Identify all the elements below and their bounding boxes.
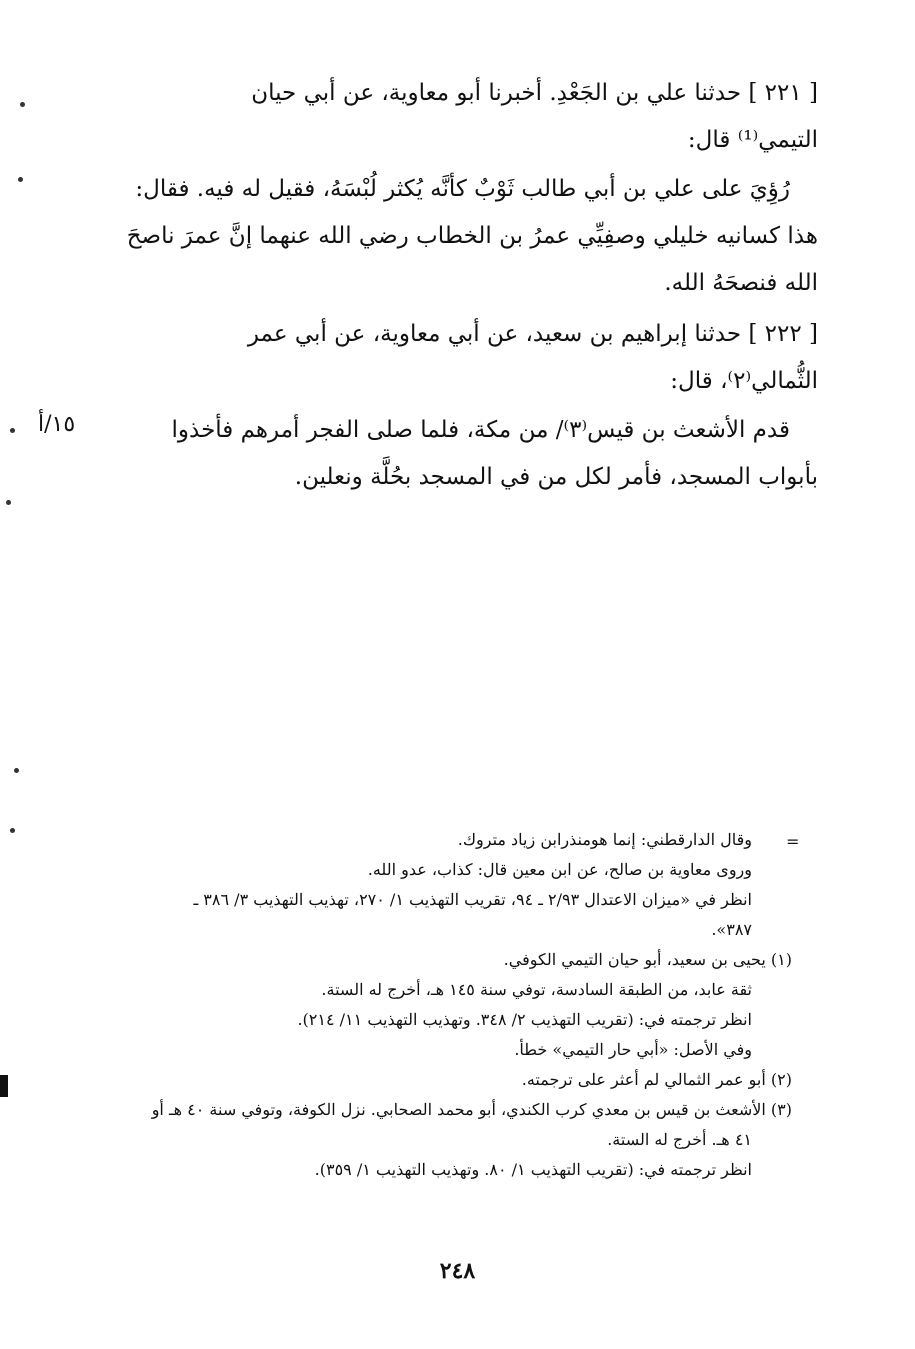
hadith-222 [100,311,818,405]
manuscript-folio-note: ١٥/أ [38,412,76,437]
footnote-3: (٣) الأشعث بن قيس بن معدي كرب الكندي، أبو محمد الصحابي. نزل الكوفة، وتوفي سنة ٤٠ هـ أو [151,1100,792,1119]
hadith-221-text [100,166,818,307]
margin-dot [18,177,23,182]
scan-edge-mark [0,1075,8,1097]
hadith-222-line-2: الثُّمالي⁽٢⁾، قال: [670,368,818,394]
footnote-3-line: ٤١ هـ. أخرج له الستة. [607,1130,752,1149]
footnote-2: (٢) أبو عمر الثمالي لم أعثر على ترجمته. [521,1070,792,1089]
hadith-221-text-line-1: رُؤِيَ على علي بن أبي طالب ثَوْبٌ كأنَّه يُكثر لُبْسَهُ، فقيل له فيه. فقال: [135,176,790,202]
hadith-222-text [100,407,818,501]
footnote-1: (١) يحيى بن سعيد، أبو حيان التيمي الكوفي. [503,950,792,969]
page-number: ٢٤٨ [439,1258,476,1284]
footnote-1-line: وفي الأصل: «أبي حار التيمي» خطأ. [514,1040,752,1059]
hadith-222-text-line-2: بأبواب المسجد، فأمر لكل من في المسجد بحُلَّة ونعلين. [294,464,818,490]
margin-dot [10,428,15,433]
continuation-mark: = [786,832,800,851]
margin-dot [6,500,11,505]
hadith-221-line-1: [ ٢٢١ ] حدثنا علي بن الجَعْدِ. أخبرنا أبو معاوية، عن أبي حيان [251,80,818,106]
footnote-3-line: انظر ترجمته في: (تقريب التهذيب ١/ ٨٠. وتهذيب التهذيب ١/ ٣٥٩). [314,1160,752,1179]
hadith-221-text-line-3: الله فنصحَهُ الله. [664,270,818,296]
footnote-1-line: ثقة عابد، من الطبقة السادسة، توفي سنة ١٤٥ هـ، أخرج له الستة. [321,980,752,999]
footnotes [80,825,792,1185]
footnote-line: وروى معاوية بن صالح، عن ابن معين قال: كذاب، عدو الله. [367,860,752,879]
footnote-1-line: انظر ترجمته في: (تقريب التهذيب ٢/ ٣٤٨. وتهذيب التهذيب ١١/ ٢١٤). [297,1010,752,1029]
footnote-line: انظر في «ميزان الاعتدال ٢/٩٣ ـ ٩٤، تقريب التهذيب ١/ ٢٧٠، تهذيب التهذيب ٣/ ٣٨٦ ـ [193,890,752,909]
hadith-222-line-1: [ ٢٢٢ ] حدثنا إبراهيم بن سعيد، عن أبي معاوية، عن أبي عمر [247,321,818,347]
margin-dot [14,768,19,773]
hadith-221 [100,70,818,164]
hadith-221-text-line-2: هذا كسانيه خليلي وصفِيِّي عمرُ بن الخطاب رضي الله عنهما إنَّ عمرَ ناصحَ [126,223,818,249]
hadith-221-line-2: التيمي⁽¹⁾ قال: [687,127,818,153]
footnote-line: وقال الدارقطني: إنما هومنذرابن زياد متروك. [457,830,752,849]
margin-dot [10,828,15,833]
hadith-222-text-line-1: قدم الأشعث بن قيس⁽٣⁾/ من مكة، فلما صلى الفجر أمرهم فأخذوا [171,417,790,443]
margin-dot [20,102,25,107]
footnote-line: ٣٨٧». [711,920,752,939]
